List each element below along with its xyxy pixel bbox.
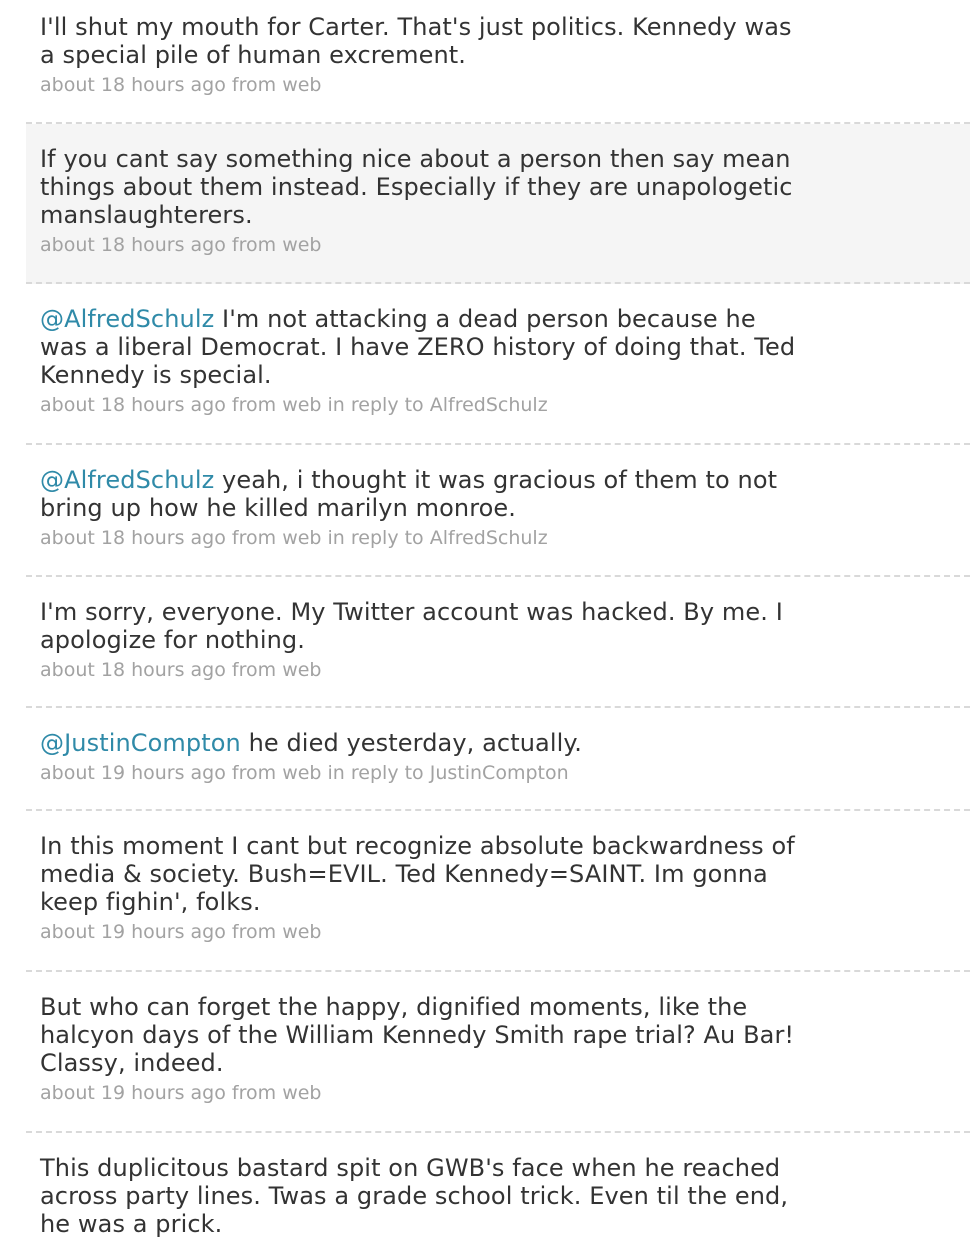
tweet-item [26,577,970,708]
reply-prefix: in reply to [327,394,424,416]
reply-to-link[interactable]: JustinCompton [429,762,569,784]
tweet-body: he died yesterday, actually. [240,729,582,757]
tweet-item [26,708,970,811]
tweet-item [26,0,970,124]
tweet-body: I'm sorry, everyone. My Twitter account was hacked. By me. I apologize for nothing. [40,598,783,654]
reply-to-link[interactable]: AlfredSchulz [429,394,548,416]
source-prefix: from [231,659,277,681]
source-prefix: from [231,234,277,256]
tweet-source-link[interactable]: web [282,921,322,943]
tweet-text [40,305,800,389]
tweet-timestamp-link[interactable]: about 18 hours ago [40,234,226,256]
tweet-timestamp-link[interactable]: about 18 hours ago [40,659,226,681]
tweet-source-link[interactable]: web [282,1082,322,1104]
tweet-source-link[interactable]: web [282,234,322,256]
tweet-text [40,729,800,757]
tweet-body: In this moment I cant but recognize absolute backwardness of media & society. Bush=EVIL. Ted Kennedy=SAINT. Im gonna keep fighin', folks. [40,832,795,916]
tweet-body: But who can forget the happy, dignified moments, like the halcyon days of the William Kennedy Smith rape trial? Au Bar! Classy, indeed. [40,993,795,1077]
tweet-timestamp-link[interactable]: about 18 hours ago [40,394,226,416]
tweet-item [26,124,970,284]
tweet-item [26,972,970,1133]
tweet-source-link[interactable]: web [282,394,322,416]
tweet-source-link[interactable]: web [282,74,322,96]
tweet-source-link[interactable]: web [282,659,322,681]
tweet-timeline [26,0,970,1243]
source-prefix: from [231,527,277,549]
tweet-meta [40,658,800,682]
tweet-meta [40,761,800,785]
tweet-meta [40,920,800,944]
reply-prefix: in reply to [327,527,424,549]
tweet-text [40,13,800,69]
tweet-source-link[interactable]: web [282,762,322,784]
tweet-body: yeah, i thought it was gracious of them to not bring up how he killed marilyn monroe. [40,466,778,522]
tweet-item [26,811,970,972]
source-prefix: from [231,1082,277,1104]
tweet-timestamp-link[interactable]: about 18 hours ago [40,74,226,96]
tweet-meta [40,526,800,550]
reply-to-link[interactable]: AlfredSchulz [429,527,548,549]
source-prefix: from [231,394,277,416]
tweet-meta [40,393,800,417]
tweet-text [40,832,800,916]
tweet-timestamp-link[interactable]: about 19 hours ago [40,1082,226,1104]
mention-link[interactable]: @JustinCompton [40,729,241,757]
source-prefix: from [231,74,277,96]
source-prefix: from [231,921,277,943]
tweet-body: If you cant say something nice about a person then say mean things about them instead. Especially if they are unapologetic manslaughterers. [40,145,793,229]
tweet-meta [40,73,800,97]
tweet-text [40,145,800,229]
mention-link[interactable]: @AlfredSchulz [40,466,215,494]
tweet-meta [40,1081,800,1105]
tweet-timestamp-link[interactable]: about 19 hours ago [40,921,226,943]
tweet-timestamp-link[interactable]: about 19 hours ago [40,762,226,784]
tweet-source-link[interactable]: web [282,527,322,549]
tweet-body: I'll shut my mouth for Carter. That's just politics. Kennedy was a special pile of human excrement. [40,13,792,69]
tweet-meta [40,233,800,257]
tweet-body: This duplicitous bastard spit on GWB's face when he reached across party lines. Twas a grade school trick. Even til the end, he was a prick. [40,1154,789,1238]
tweet-item [26,1133,970,1243]
mention-link[interactable]: @AlfredSchulz [40,305,215,333]
tweet-text [40,1154,800,1238]
tweet-text [40,993,800,1077]
tweet-body: I'm not attacking a dead person because he was a liberal Democrat. I have ZERO history of doing that. Ted Kennedy is special. [40,305,796,389]
tweet-text [40,598,800,654]
tweet-timestamp-link[interactable]: about 18 hours ago [40,527,226,549]
source-prefix: from [231,762,277,784]
tweet-item [26,445,970,577]
tweet-text [40,466,800,522]
tweet-item [26,284,970,445]
reply-prefix: in reply to [327,762,424,784]
